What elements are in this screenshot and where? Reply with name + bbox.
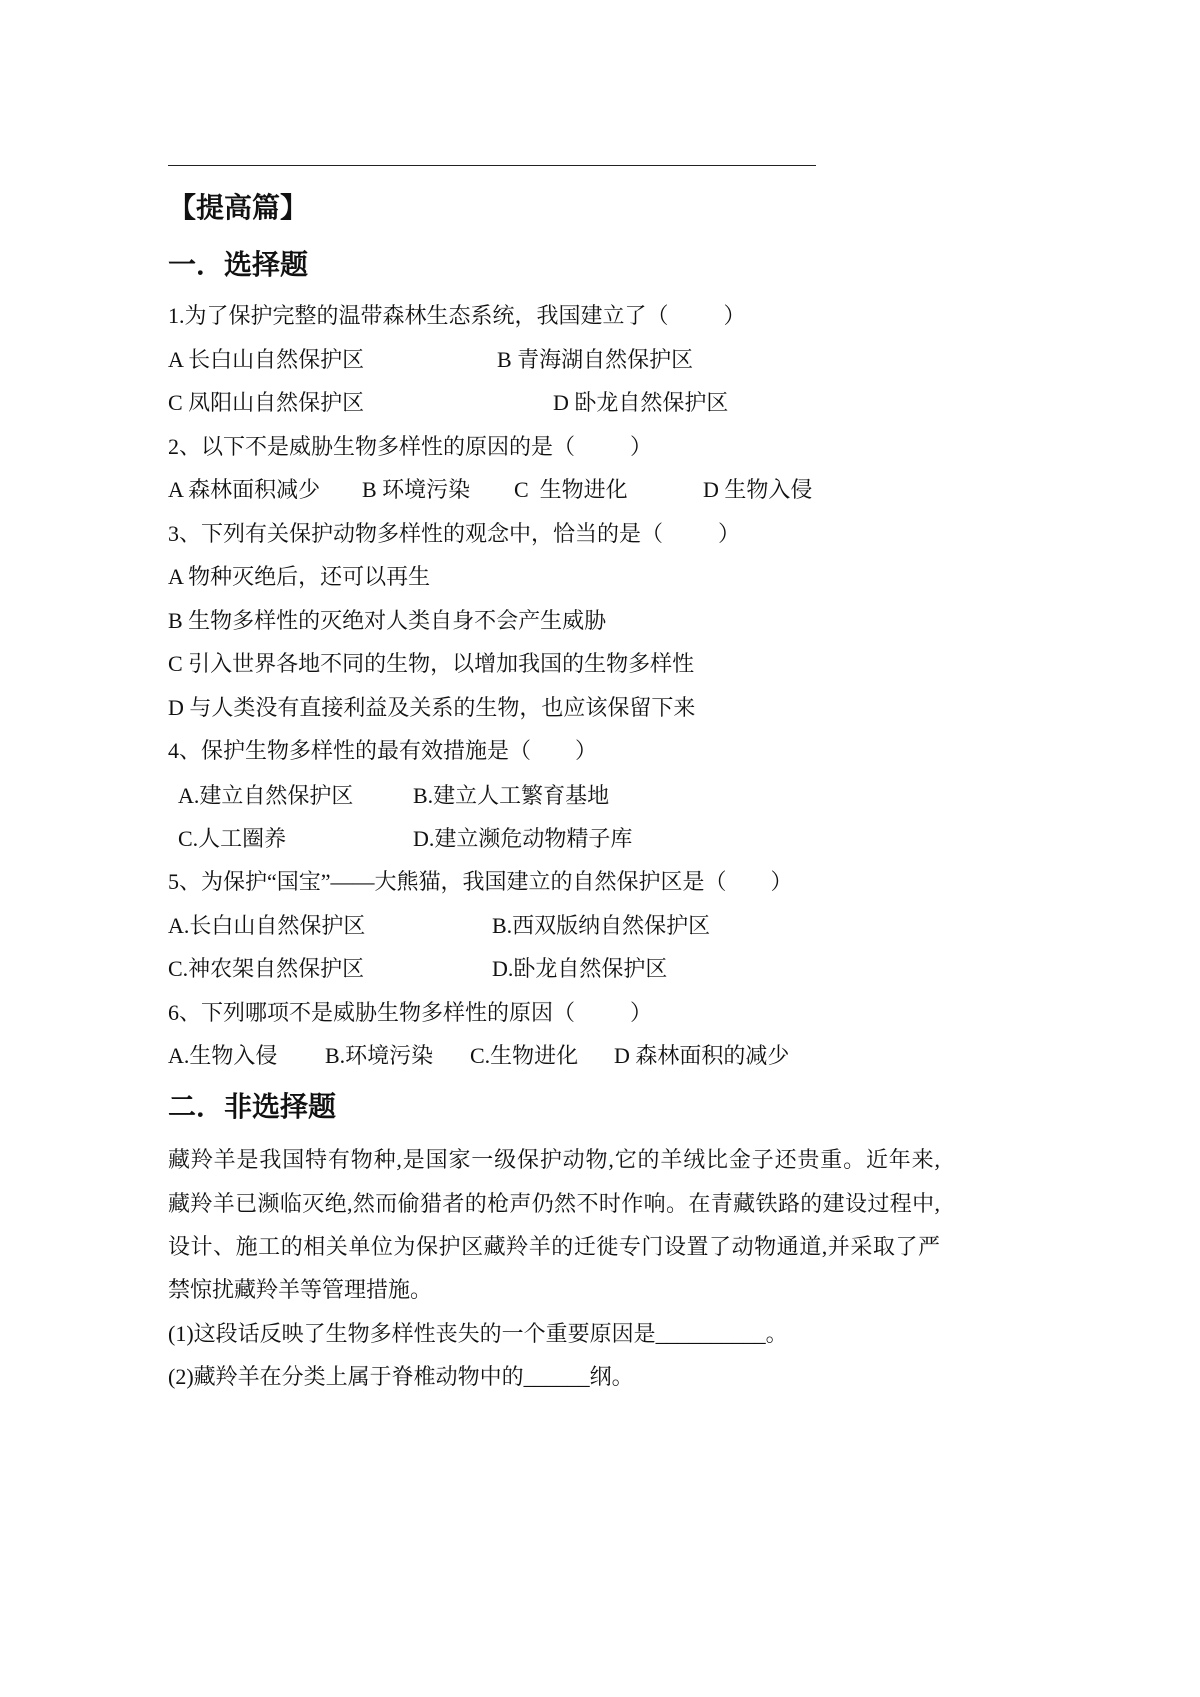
- question-2-option-c: C 生物进化: [514, 477, 628, 502]
- question-6-option-d: D 森林面积的减少: [614, 1043, 790, 1068]
- part1-heading: 一．选择题: [168, 250, 309, 281]
- question-2-option-b: B 环境污染: [362, 477, 471, 502]
- question-1-option-b: B 青海湖自然保护区: [497, 347, 694, 372]
- question-5-option-d: D.卧龙自然保护区: [492, 956, 668, 981]
- passage-line: 设计、施工的相关单位为保护区藏羚羊的迁徙专门设置了动物通道,并采取了严: [168, 1234, 940, 1259]
- question-4-option-c: C.人工圈养: [178, 826, 287, 851]
- question-6-option-c: C.生物进化: [470, 1043, 579, 1068]
- question-3-option-c: C 引入世界各地不同的生物，以增加我国的生物多样性: [168, 651, 695, 676]
- question-6-option-a: A.生物入侵: [168, 1043, 278, 1068]
- question-2-option-a: A 森林面积减少: [168, 477, 321, 502]
- question-2-stem: 2、以下不是威胁生物多样性的原因的是（ ）: [168, 434, 653, 459]
- question-1-option-d: D 卧龙自然保护区: [553, 390, 729, 415]
- question-5-option-b: B.西双版纳自然保护区: [492, 913, 711, 938]
- section-title: 【提高篇】: [168, 193, 309, 224]
- question-6-stem: 6、下列哪项不是威胁生物多样性的原因（ ）: [168, 1000, 653, 1025]
- question-5-option-c: C.神农架自然保护区: [168, 956, 365, 981]
- question-4-option-a: A.建立自然保护区: [178, 783, 354, 808]
- question-6-option-b: B.环境污染: [325, 1043, 434, 1068]
- question-5-stem: 5、为保护“国宝”——大熊猫，我国建立的自然保护区是（ ）: [168, 869, 793, 894]
- question-2-option-d: D 生物入侵: [703, 477, 813, 502]
- question-1-stem: 1.为了保护完整的温带森林生态系统，我国建立了（ ）: [168, 303, 746, 328]
- question-3-option-b: B 生物多样性的灭绝对人类自身不会产生威胁: [168, 608, 607, 633]
- passage-line: 禁惊扰藏羚羊等管理措施。: [168, 1277, 433, 1302]
- question-4-stem: 4、保护生物多样性的最有效措施是（ ）: [168, 738, 598, 763]
- question-4-option-b: B.建立人工繁育基地: [413, 783, 610, 808]
- question-1-option-c: C 凤阳山自然保护区: [168, 390, 365, 415]
- question-1-option-a: A 长白山自然保护区: [168, 347, 365, 372]
- passage-line: 藏羚羊已濒临灭绝,然而偷猎者的枪声仍然不时作响。在青藏铁路的建设过程中,: [168, 1191, 940, 1216]
- fill-in-question-2: (2)藏羚羊在分类上属于脊椎动物中的______纲。: [168, 1364, 634, 1389]
- question-3-stem: 3、下列有关保护动物多样性的观念中，恰当的是（ ）: [168, 521, 741, 546]
- fill-in-question-1: (1)这段话反映了生物多样性丧失的一个重要原因是__________。: [168, 1321, 788, 1346]
- question-4-option-d: D.建立濒危动物精子库: [413, 826, 633, 851]
- part2-heading: 二．非选择题: [168, 1092, 337, 1123]
- question-3-option-a: A 物种灭绝后，还可以再生: [168, 564, 431, 589]
- question-3-option-d: D 与人类没有直接利益及关系的生物，也应该保留下来: [168, 695, 696, 720]
- header-rule: [168, 165, 816, 166]
- question-5-option-a: A.长白山自然保护区: [168, 913, 366, 938]
- passage-line: 藏羚羊是我国特有物种,是国家一级保护动物,它的羊绒比金子还贵重。近年来,: [168, 1147, 940, 1172]
